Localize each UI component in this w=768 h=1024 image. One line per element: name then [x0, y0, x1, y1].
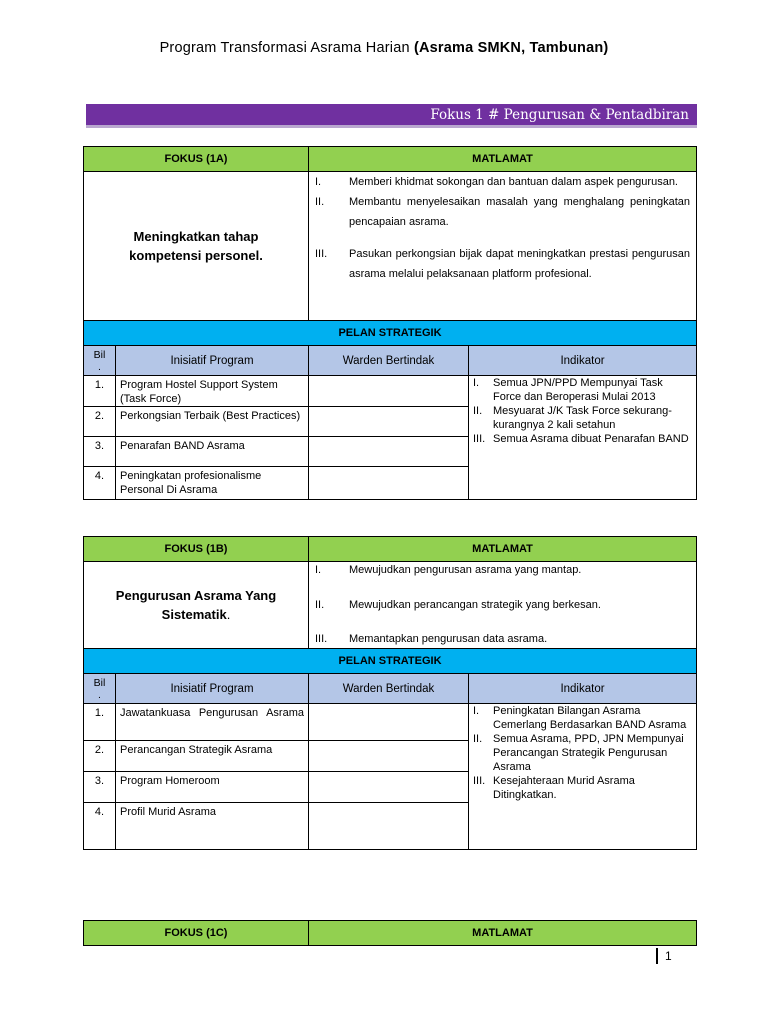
fokus-1a-strategy-table [83, 320, 697, 500]
fokus-1a-block [83, 146, 697, 500]
fokus-1a-indicators: I. Semua JPN/PPD Mempunyai Task Force dan Beroperasi Mulai 2013 II. Mesyuarat J/K Task Force sekurang-kurangnya 2 kali setahun III. Semua Asrama dibuat Penarafan BAND [469, 376, 697, 500]
fokus-1c-goal-table [83, 920, 697, 946]
fokus-1c-label: FOKUS (1C) [84, 921, 309, 946]
fokus-1b-goal-table [83, 536, 697, 649]
inisiatif-header: Inisiatif Program [116, 674, 309, 704]
fokus-1b-strategy-table [83, 648, 697, 850]
warden-cell [309, 467, 469, 500]
goal-item: I. Memberi khidmat sokongan dan bantuan dalam aspek pengurusan. [315, 176, 678, 188]
matlamat-header: MATLAMAT [309, 537, 697, 562]
table-row: 2. Perkongsian Terbaik (Best Practices) [84, 407, 697, 437]
indikator-header: Indikator [469, 346, 697, 376]
program-name: Penarafan BAND Asrama [116, 437, 309, 467]
warden-header: Warden Bertindak [309, 674, 469, 704]
table-row: 2. Perancangan Strategik Asrama [84, 741, 697, 772]
table-row: 3. Program Homeroom [84, 772, 697, 803]
pelan-strategik-header: PELAN STRATEGIK [84, 321, 697, 346]
fokus-1a-label: FOKUS (1A) [84, 147, 309, 172]
bil-header: Bil . [84, 346, 116, 376]
fokus-1b-label: FOKUS (1B) [84, 537, 309, 562]
fokus-1a-title: Meningkatkan tahap kompetensi personel. [84, 172, 309, 321]
section-banner: Fokus 1 # Pengurusan & Pentadbiran [86, 104, 697, 128]
warden-cell [309, 437, 469, 467]
fokus-1b-block [83, 536, 697, 850]
warden-cell [309, 741, 469, 772]
fokus-1b-goals [309, 562, 697, 649]
table-row: 4. Profil Murid Asrama [84, 803, 697, 850]
program-name: Jawatankuasa Pengurusan Asrama [116, 704, 309, 741]
fokus-1c-block [83, 920, 697, 946]
warden-cell [309, 704, 469, 741]
warden-cell [309, 772, 469, 803]
inisiatif-header: Inisiatif Program [116, 346, 309, 376]
goal-item: III. Pasukan perkongsian bijak dapat meningkatkan prestasi pengurusan asrama melalui pelaksanaan platform profesional. [315, 248, 690, 280]
fokus-1a-goals [309, 172, 697, 321]
matlamat-header: MATLAMAT [309, 921, 697, 946]
fokus-1a-goal-table [83, 146, 697, 321]
program-name: Profil Murid Asrama [116, 803, 309, 850]
program-name: Perkongsian Terbaik (Best Practices) [116, 407, 309, 437]
bil-header: Bil . [84, 674, 116, 704]
indikator-header: Indikator [469, 674, 697, 704]
warden-cell [309, 803, 469, 850]
goal-item: I. Mewujudkan pengurusan asrama yang mantap. [315, 564, 582, 576]
document-header [0, 40, 768, 56]
table-row: 3. Penarafan BAND Asrama [84, 437, 697, 467]
goal-item: II. Membantu menyelesaikan masalah yang menghalang peningkatan pencapaian asrama. [315, 196, 690, 228]
table-row: 4. Peningkatan profesionalisme Personal Di Asrama [84, 467, 697, 500]
pelan-strategik-header: PELAN STRATEGIK [84, 649, 697, 674]
warden-cell [309, 407, 469, 437]
header-title: Program Transformasi Asrama Harian [159, 40, 414, 56]
warden-cell [309, 376, 469, 407]
page-number: 1 [656, 948, 672, 964]
program-name: Perancangan Strategik Asrama [116, 741, 309, 772]
matlamat-header: MATLAMAT [309, 147, 697, 172]
header-school: (Asrama SMKN, Tambunan) [413, 40, 609, 56]
goal-item: III. Memantapkan pengurusan data asrama. [315, 633, 548, 645]
program-name: Program Hostel Support System (Task Force) [116, 376, 309, 407]
program-name: Peningkatan profesionalisme Personal Di Asrama [116, 467, 309, 500]
goal-item: II. Mewujudkan perancangan strategik yang berkesan. [315, 599, 601, 611]
fokus-1b-indicators: I. Peningkatan Bilangan Asrama Cemerlang Berdasarkan BAND Asrama II. Semua Asrama, PPD, JPN Mempunyai Perancangan Strategik Pengurusan Asrama III. Kesejahteraan Murid Asrama Ditingkatkan. [469, 704, 697, 850]
warden-header: Warden Bertindak [309, 346, 469, 376]
table-row: 1. Program Hostel Support System (Task Force) I. Semua JPN/PPD Mempunyai Task Force dan Beroperasi Mulai 2013 II. Mesyuarat J/K Task Force sekurang-kurangnya 2 kali setahun III. Semua Asrama dibuat Penarafan BAND [84, 376, 697, 407]
table-row: 1. Jawatankuasa Pengurusan Asrama I. Peningkatan Bilangan Asrama Cemerlang Berdasarkan BAND Asrama II. Semua Asrama, PPD, JPN Mempunyai Perancangan Strategik Pengurusan Asrama III. Kesejahteraan Murid Asrama Ditingkatkan. [84, 704, 697, 741]
fokus-1b-title: Pengurusan Asrama Yang Sistematik. [84, 562, 309, 649]
program-name: Program Homeroom [116, 772, 309, 803]
